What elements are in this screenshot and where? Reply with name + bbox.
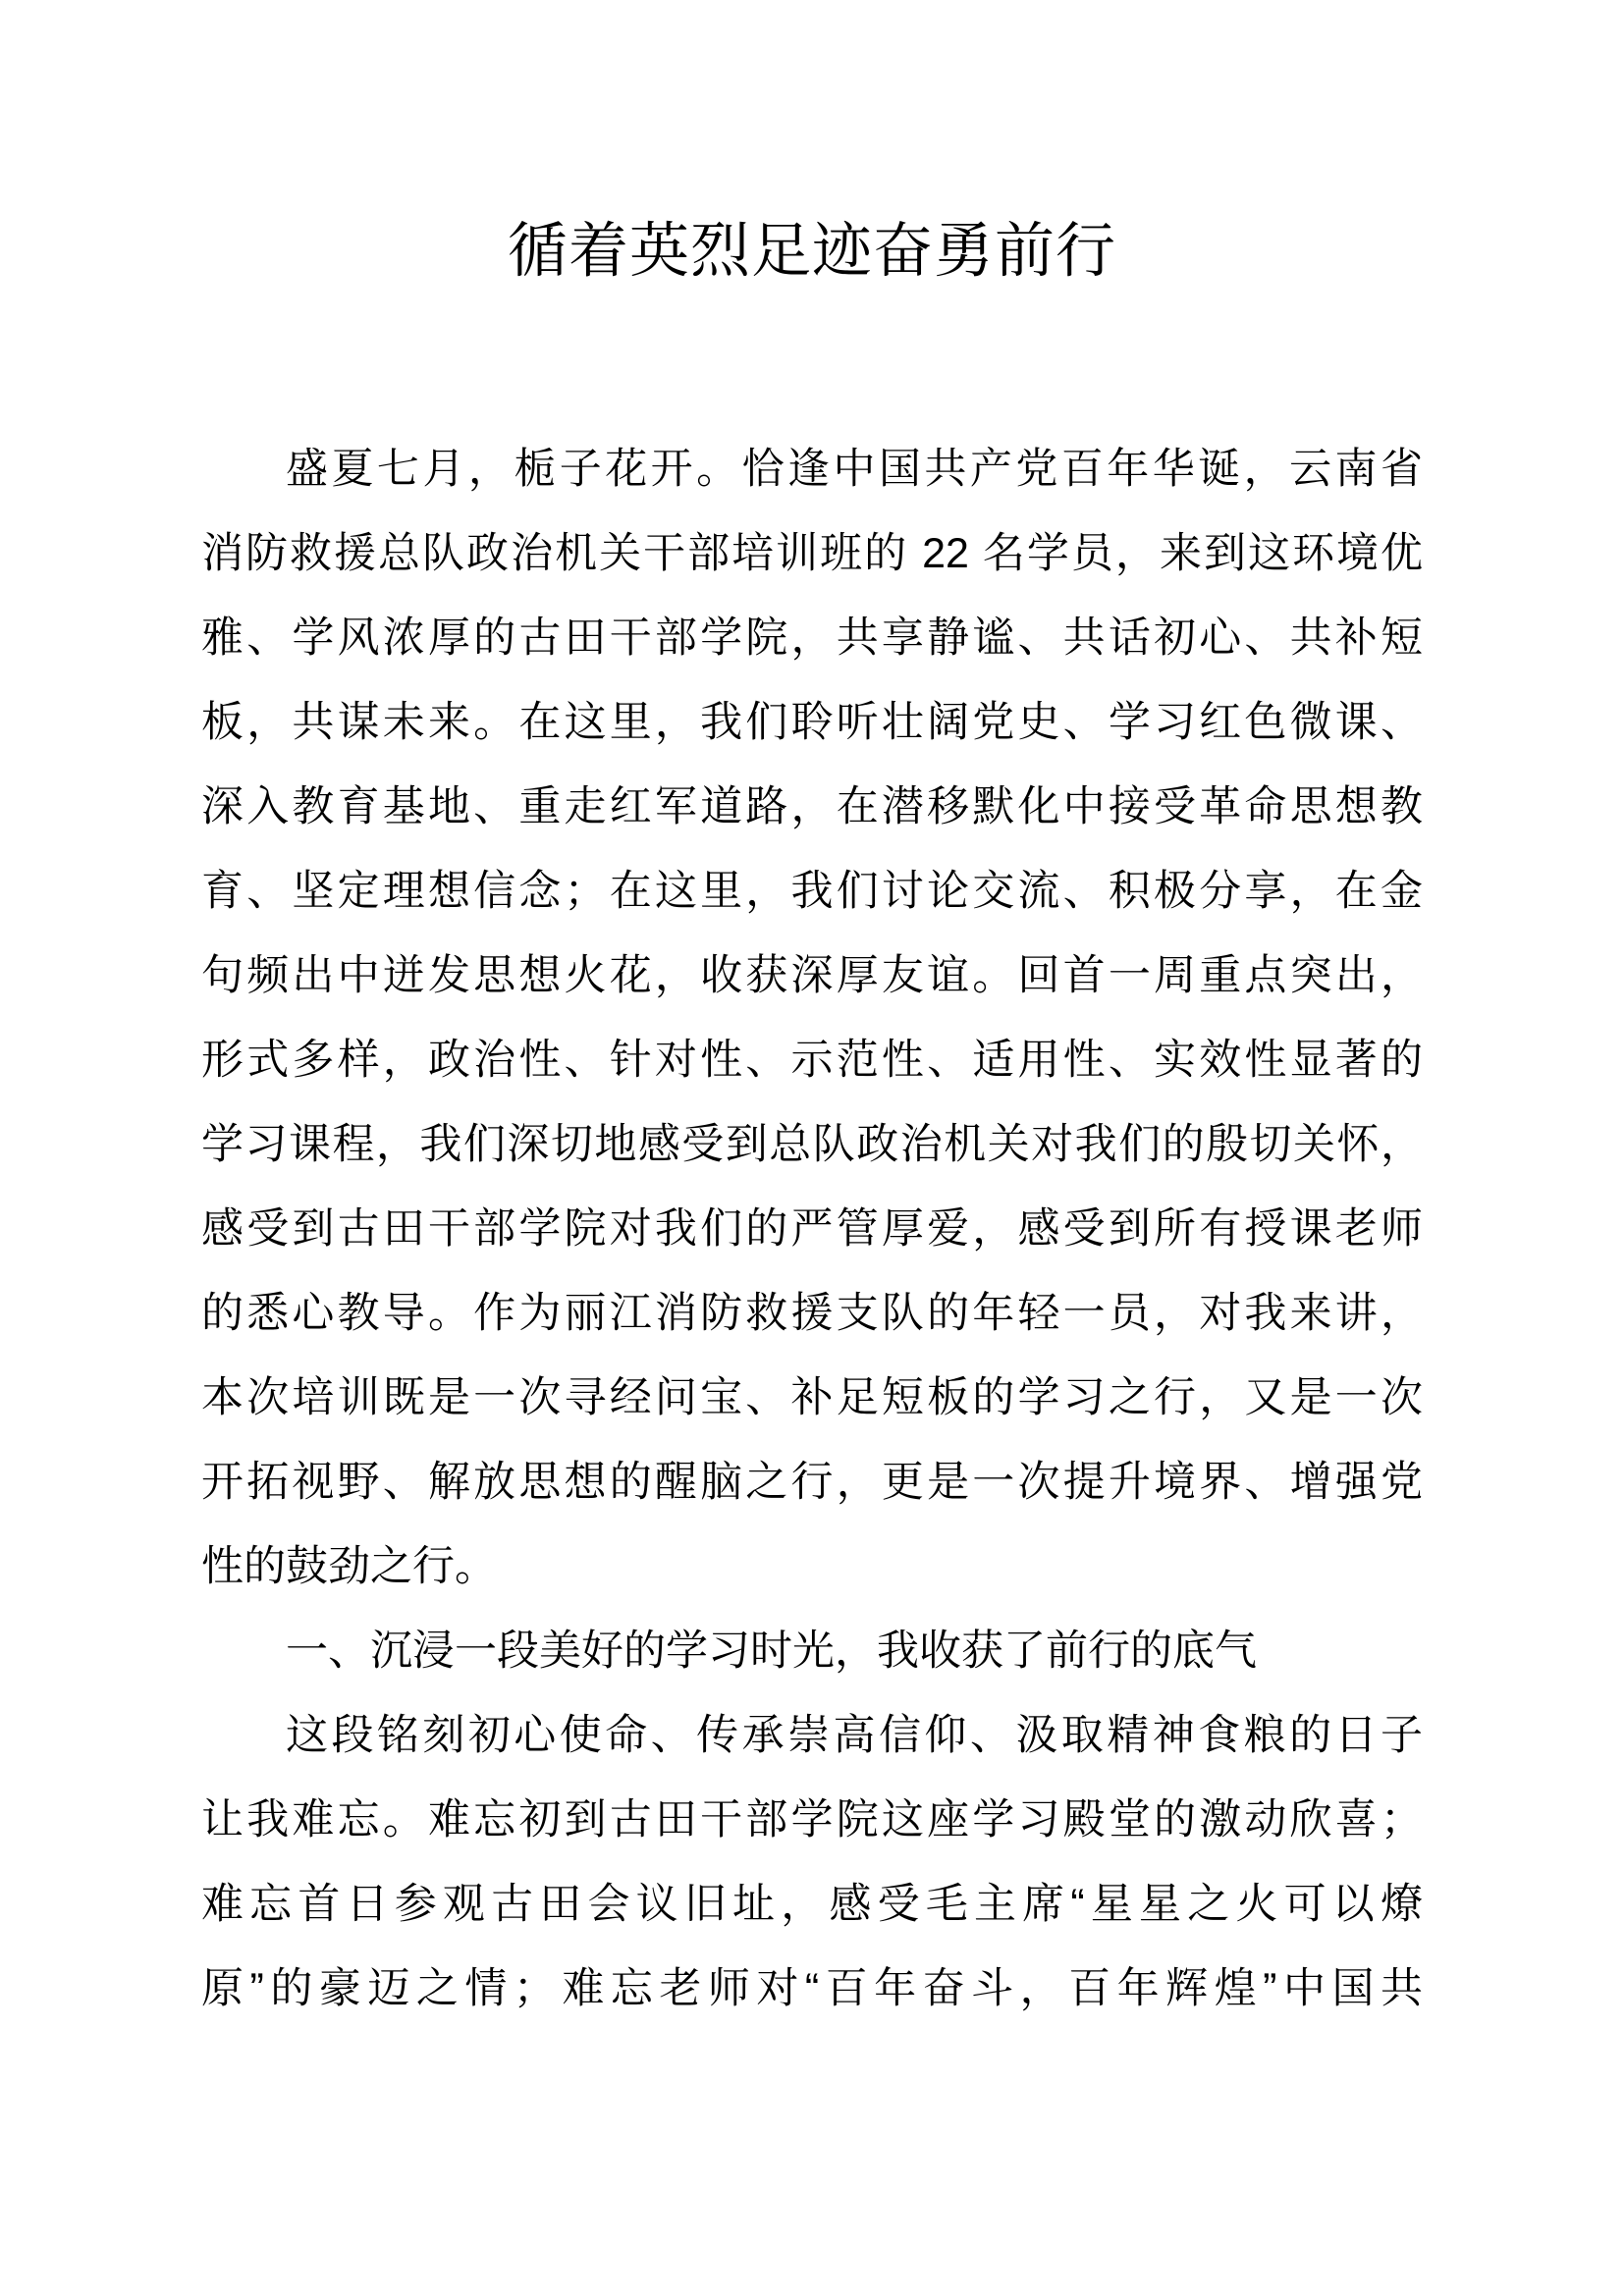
text-line: 感受到古田干部学院对我们的严管厚爱，感受到所有授课老师 (201, 1205, 1423, 1253)
text-line: 难忘首日参观古田会议旧址，感受毛主席“星星之火可以燎 (201, 1881, 1423, 1928)
text-line: 句频出中迸发思想火花，收获深厚友谊。回首一周重点突出， (201, 952, 1423, 999)
text-line: 性的鼓劲之行。 (201, 1543, 497, 1590)
text-line: 的悉心教导。作为丽江消防救援支队的年轻一员，对我来讲， (201, 1290, 1423, 1337)
text-line: 雅、学风浓厚的古田干部学院，共享静谧、共话初心、共补短 (201, 614, 1423, 662)
text-line: 原”的豪迈之情；难忘老师对“百年奋斗，百年辉煌”中国共 (201, 1965, 1423, 2012)
document-body (201, 427, 1423, 2031)
text-line: 消防救援总队政治机关干部培训班的 22 名学员，来到这环境优 (201, 530, 1423, 577)
text-line: 盛夏七月，栀子花开。恰逢中国共产党百年华诞，云南省 (286, 446, 1423, 493)
text-line: 深入教育基地、重走红军道路，在潜移默化中接受革命思想教 (201, 783, 1423, 830)
text-line: 开拓视野、解放思想的醒脑之行，更是一次提升境界、增强党 (201, 1459, 1423, 1506)
text-line: 让我难忘。难忘初到古田干部学院这座学习殿堂的激动欣喜； (201, 1796, 1423, 1843)
text-line: 一、沉浸一段美好的学习时光，我收获了前行的底气 (286, 1628, 1257, 1675)
text-line: 学习课程，我们深切地感受到总队政治机关对我们的殷切关怀， (201, 1121, 1423, 1168)
text-line: 育、坚定理想信念；在这里，我们讨论交流、积极分享，在金 (201, 868, 1423, 915)
text-line: 形式多样，政治性、针对性、示范性、适用性、实效性显著的 (201, 1037, 1423, 1084)
document-title: 循着英烈足迹奋勇前行 (507, 217, 1116, 284)
text-line: 本次培训既是一次寻经问宝、补足短板的学习之行，又是一次 (201, 1374, 1423, 1421)
text-line: 板，共谋未来。在这里，我们聆听壮阔党史、学习红色微课、 (201, 699, 1423, 746)
text-line: 这段铭刻初心使命、传承崇高信仰、汲取精神食粮的日子 (286, 1712, 1423, 1759)
